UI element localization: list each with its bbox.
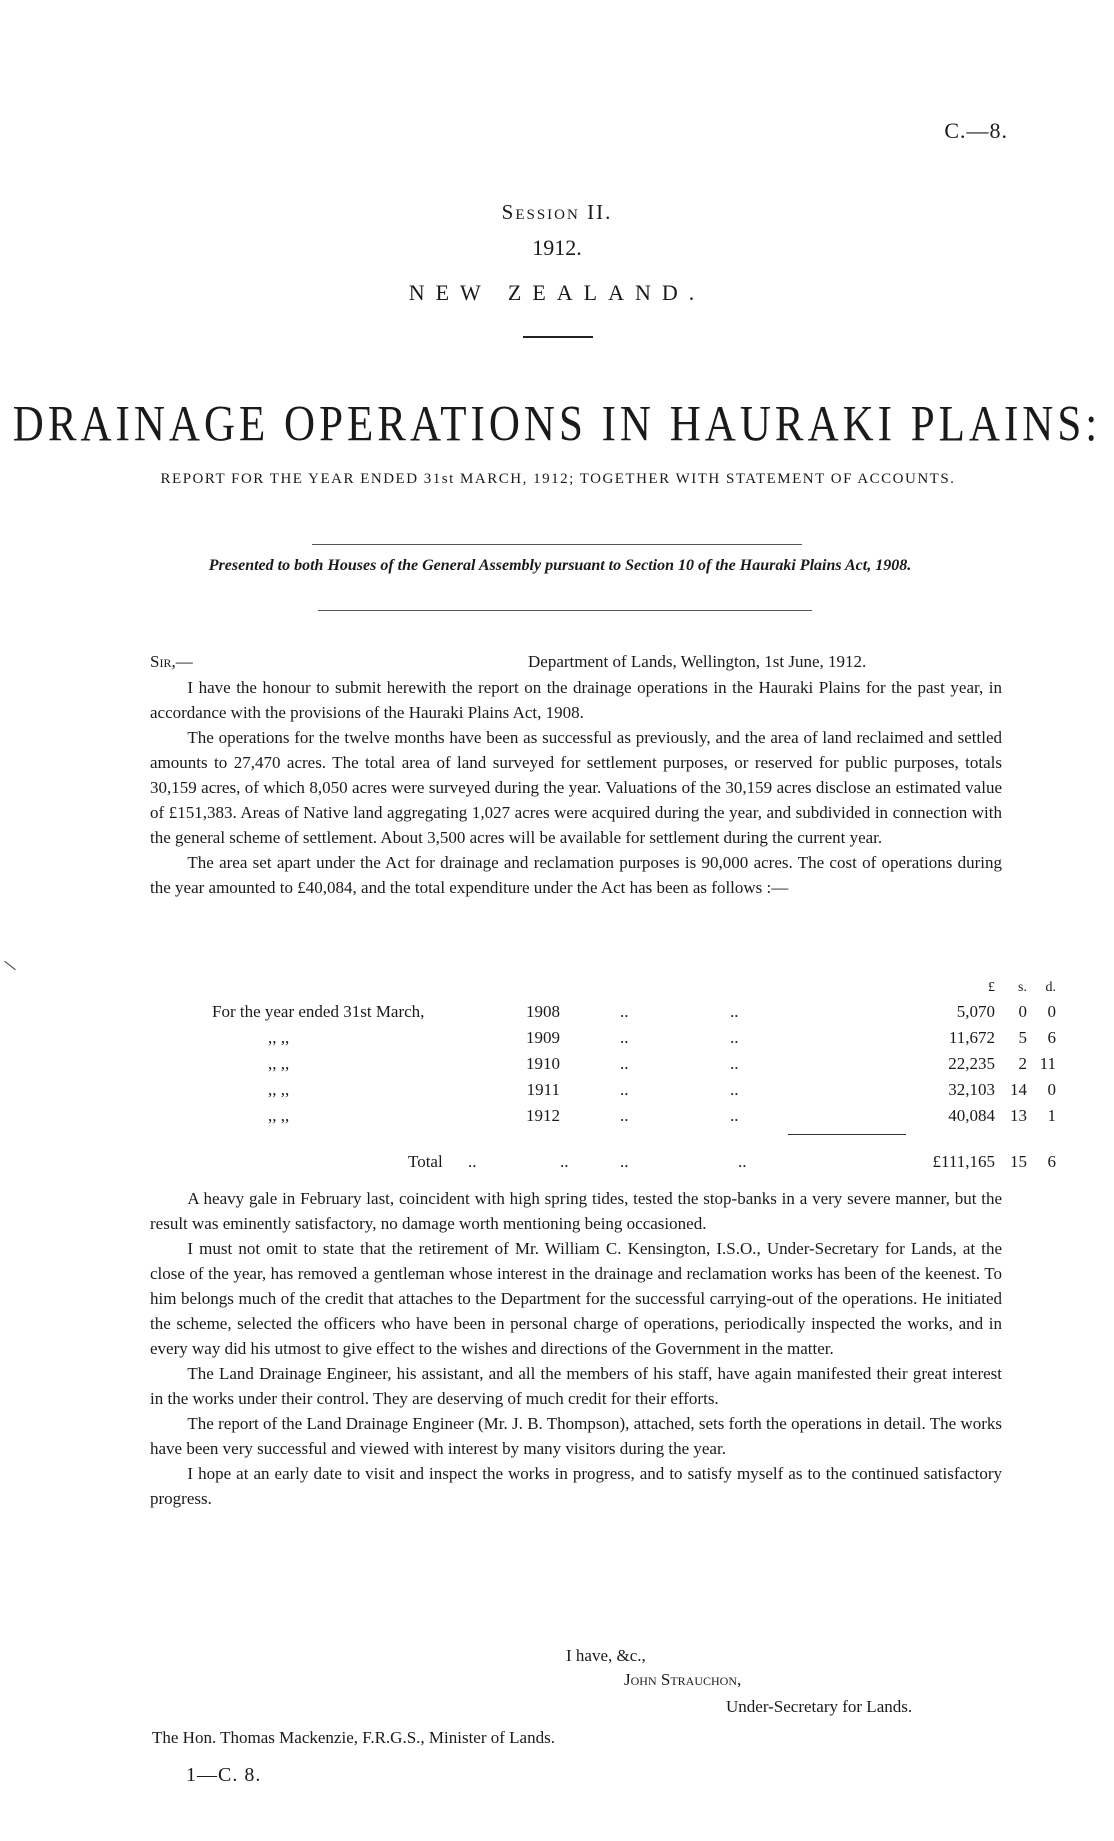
total-shillings: 15 [1010,1152,1027,1171]
leader-dots: .. [468,1152,477,1171]
leader-dots: .. [620,1028,629,1047]
paragraph: A heavy gale in February last, coincident with high spring tides, tested the stop-banks in a very severe manner, but the result was eminently satisfactory, no damage worth mentioning being occasioned. [150,1189,1002,1233]
page-title: DRAINAGE OPERATIONS IN HAURAKI PLAINS: [12,396,1102,453]
row-shillings: 0 [1018,1002,1027,1021]
signatory-name: John Strauchon, [624,1670,742,1689]
leader-dots: .. [730,1028,739,1047]
header-divider [523,336,593,338]
leader-dots: .. [730,1002,739,1021]
sum-rule [788,1134,906,1135]
leader-dots: .. [730,1054,739,1073]
col-head-pounds: £ [988,980,995,995]
salutation: Sir,— [150,652,193,671]
divider-lower [318,610,812,611]
leader-dots: .. [620,1054,629,1073]
row-pounds: 22,235 [948,1054,995,1073]
row-pence: 1 [1047,1106,1056,1125]
paragraph: The report of the Land Drainage Engineer (Mr. J. B. Thompson), attached, sets forth the operations in detail. The works have been very successful and viewed with interest by many visitors during the year. [150,1414,1002,1458]
country-heading: NEW ZEALAND. [408,280,706,305]
row-label: ,, ,, [268,1080,290,1099]
divider-upper [312,544,802,545]
row-label: ,, ,, [268,1054,290,1073]
row-label: For the year ended 31st March, [212,1002,425,1021]
signatory-title: Under-Secretary for Lands. [726,1697,913,1716]
row-year: 1909 [526,1028,560,1047]
row-year: 1910 [526,1054,560,1073]
leader-dots: .. [560,1152,569,1171]
paragraph: I must not omit to state that the retirement of Mr. William C. Kensington, I.S.O., Under-Secretary for Lands, at the close of the year, has removed a gentleman whose interest in the drainage and reclamation works has been of the keenest. To him belongs much of the credit that attaches to the Department for the successful carrying-out of the operations. He initiated the scheme, selected the officers who have been in personal charge of operations, periodically inspected the works, and in every way did his utmost to give effect to the wishes and directions of the Government in the matter. [150,1239,1002,1358]
table-row [150,1028,1056,1054]
leader-dots: .. [730,1106,739,1125]
paragraph: The operations for the twelve months have been as successful as previously, and the area of land reclaimed and settled amounts to 27,470 acres. The total area of land surveyed for settlement purposes, or reserved for public purposes, totals 30,159 acres, of which 8,050 acres were surveyed during the year. Valuations of the 30,159 acres disclose an estimated value of £151,383. Areas of Native land aggregating 1,027 acres were acquired during the year, and subdivided in connection with the general scheme of settlement. About 3,500 acres will be available for settlement during the current year. [150,728,1002,847]
total-pence: 6 [1047,1152,1056,1171]
row-pence: 0 [1047,1002,1056,1021]
year-heading: 1912. [532,235,582,260]
paragraph: The Land Drainage Engineer, his assistant, and all the members of his staff, have again manifested their great interest in the works under their control. They are deserving of much credit for their efforts. [150,1364,1002,1408]
row-shillings: 2 [1018,1054,1027,1073]
row-pounds: 32,103 [948,1080,995,1099]
letter-body-main [150,1186,1002,1511]
row-pounds: 11,672 [948,1028,995,1047]
table-row [150,1054,1056,1080]
total-label: Total [408,1152,443,1171]
row-pence: 0 [1047,1080,1056,1099]
row-pounds: 40,084 [948,1106,995,1125]
leader-dots: .. [620,1152,629,1171]
total-pounds: £111,165 [932,1152,995,1171]
department-dateline: Department of Lands, Wellington, 1st June, 1912. [528,652,867,671]
page-footer-number: 1—C. 8. [186,1764,262,1786]
leader-dots: .. [738,1152,747,1171]
row-shillings: 14 [1010,1080,1027,1099]
col-head-pence: d. [1045,980,1056,995]
leader-dots: .. [620,1002,629,1021]
addressee: The Hon. Thomas Mackenzie, F.R.G.S., Minister of Lands. [152,1728,555,1747]
col-head-shillings: s. [1018,980,1027,995]
session-heading: Session II. [501,200,613,224]
row-pence: 11 [1039,1054,1056,1073]
row-shillings: 5 [1018,1028,1027,1047]
row-pounds: 5,070 [956,1002,995,1021]
leader-dots: .. [730,1080,739,1099]
paragraph: The area set apart under the Act for drainage and reclamation purposes is 90,000 acres. The cost of operations during the year amounted to £40,084, and the total expenditure under the Act has been as follows :— [150,853,1002,897]
expenditure-table [150,980,1056,1178]
leader-dots: .. [620,1106,629,1125]
page-reference: C.—8. [944,118,1008,143]
paragraph: I have the honour to submit herewith the report on the drainage operations in the Hauraki Plains for the past year, in accordance with the provisions of the Hauraki Plains Act, 1908. [150,678,1002,722]
letter-body-intro [150,675,1002,900]
row-pence: 6 [1047,1028,1056,1047]
row-label: ,, ,, [268,1028,290,1047]
report-subtitle: REPORT FOR THE YEAR ENDED 31st MARCH, 1912; TOGETHER WITH STATEMENT OF ACCOUNTS. [160,471,956,487]
table-row [150,1002,1056,1028]
table-row [150,1106,1056,1132]
total-row [150,1152,1056,1178]
row-year: 1911 [526,1080,560,1099]
table-row [150,1080,1056,1106]
table-header-row [150,980,1056,1002]
leader-dots: .. [620,1080,629,1099]
row-shillings: 13 [1010,1106,1027,1125]
paragraph: I hope at an early date to visit and inspect the works in progress, and to satisfy myself as to the continued satisfactory progress. [150,1464,1002,1508]
row-label: ,, ,, [268,1106,290,1125]
row-year: 1912 [526,1106,560,1125]
closing-line: I have, &c., [566,1646,646,1665]
row-year: 1908 [526,1002,560,1021]
margin-mark [4,961,16,970]
presentation-note: Presented to both Houses of the General Assembly pursuant to Section 10 of the Hauraki Plains Act, 1908. [208,557,912,574]
